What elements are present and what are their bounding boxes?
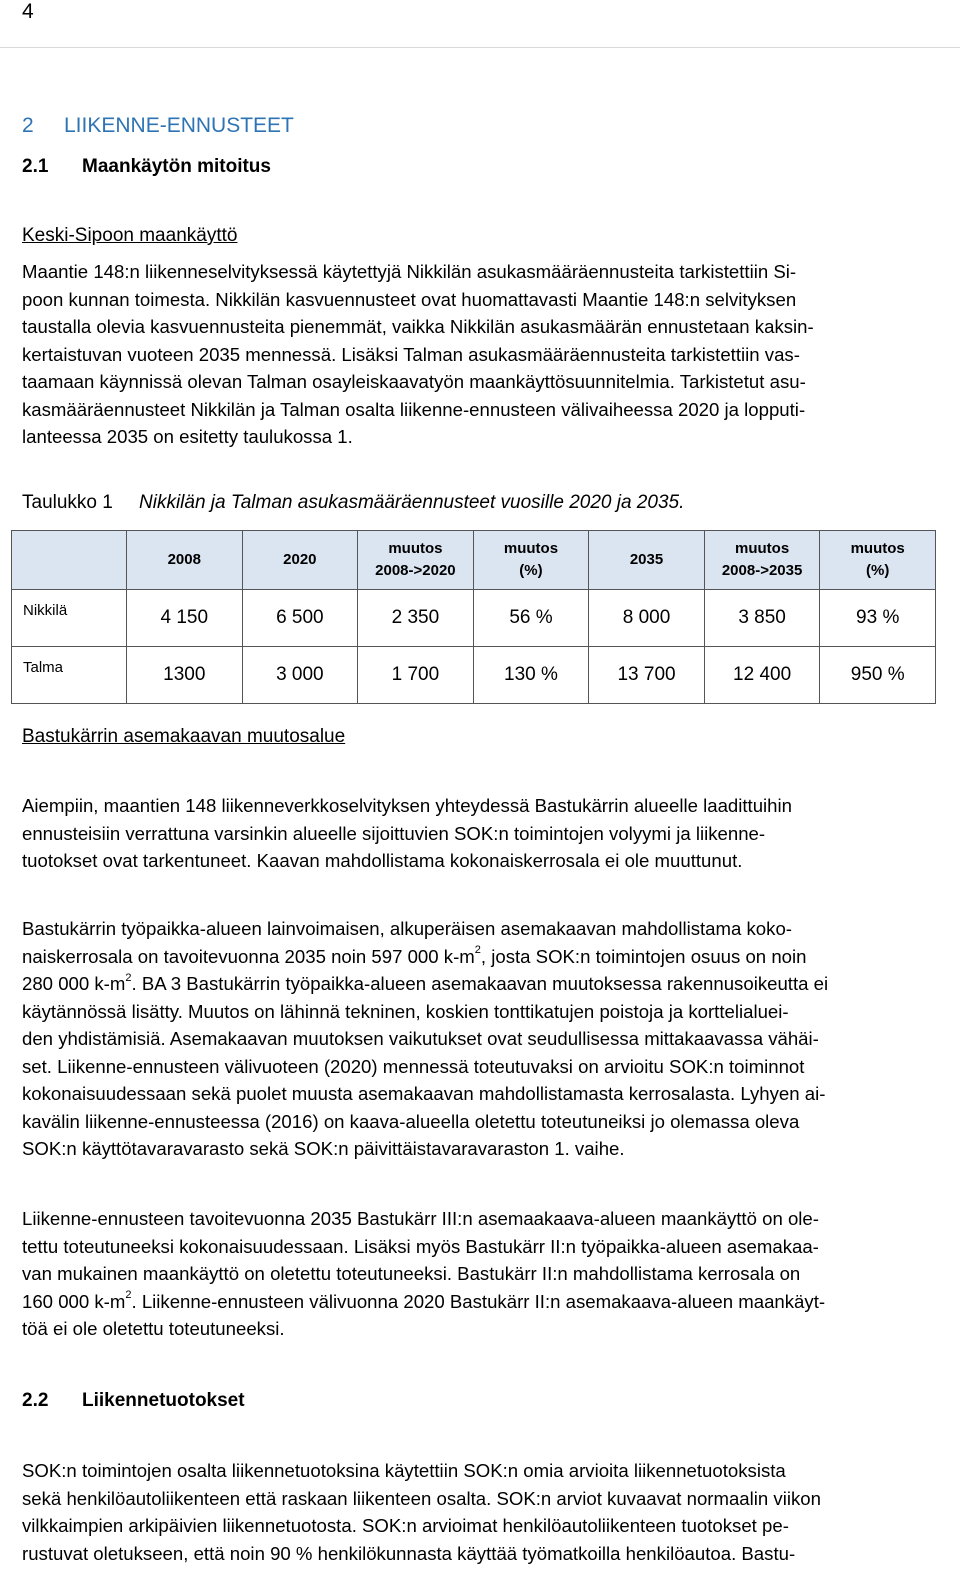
page-number: 4 [22, 0, 34, 23]
bastukarr-heading: Bastukärrin asemakaavan muutosalue [22, 726, 346, 747]
text-line: rustuvat oletukseen, että noin 90 % henkilökunnasta käyttää työmatkoilla henkilöautoa. Bastu- [22, 1542, 796, 1564]
subsection-heading-2-2 [22, 1390, 245, 1412]
text-line: set. Liikenne-ennusteen välivuoteen (2020) mennessä toteutuvaksi on arvioitu SOK:n toiminnot [22, 1055, 805, 1077]
bastukarr-paragraph-3 [22, 1205, 922, 1343]
text-line: lanteessa 2035 on esitetty taulukossa 1. [22, 426, 353, 447]
table-row [12, 647, 936, 704]
text-line: van mukainen maankäyttö on oletettu toteutuneeksi. Bastukärr II:n mahdollistama kerrosala on [22, 1263, 801, 1284]
text-line: töä ei ole oletettu toteutuneeksi. [22, 1318, 285, 1339]
table-cell: 2 350 [358, 590, 474, 647]
text-line: SOK:n toimintojen osalta liikennetuotoksina käytettiin SOK:n omia arvioita liikennetuotoksista [22, 1460, 786, 1481]
text-line: ennusteisiin verrattuna varsinkin alueelle sijoittuvien SOK:n toimintojen volyymi ja liikenne- [22, 822, 766, 844]
text-line: vilkkaimpien arkipäivien liikennetuotosta. SOK:n arvioimat henkilöautoliikenteen tuotokset pe- [22, 1515, 789, 1536]
text-line: tettu toteutuneeksi kokonaisuudessaan. Lisäksi myös Bastukärr II:n työpaikka-alueen asemakaa- [22, 1235, 819, 1257]
section-heading [22, 114, 294, 138]
text-line: poon kunnan toimesta. Nikkilän kasvuennusteet ovat huomattavasti Maantie 148:n selvityksen [22, 288, 797, 310]
table-cell: 6 500 [242, 590, 358, 647]
keski-sipoo-heading: Keski-Sipoon maankäyttö [22, 225, 238, 246]
subsection-number: 2.1 [22, 156, 49, 177]
column-header: muutos (%) [473, 531, 589, 590]
column-header: muutos 2008->2020 [358, 531, 474, 590]
header-divider [0, 47, 960, 48]
column-header: muutos 2008->2035 [704, 531, 820, 590]
text-line: taamaan käynnissä olevan Talman osayleiskaavatyön maankäyttösuunnitelmia. Tarkistetut asu- [22, 371, 806, 392]
row-header: Nikkilä [12, 590, 127, 647]
keski-sipoo-paragraph [22, 258, 922, 451]
table-cell: 56 % [473, 590, 589, 647]
subsection-heading-2-1 [22, 156, 271, 178]
text-line: SOK:n käyttötavaravarasto sekä SOK:n päivittäistavaravaraston 1. vaihe. [22, 1138, 625, 1159]
text-line: sekä henkilöautoliikenteen että raskaan liikenteen osalta. SOK:n arviot kuvaavat normaalin viikon [22, 1487, 821, 1509]
text-line: kokonaisuudessaan sekä puolet muusta asemakaavan mahdollistamasta kerrosalasta. Lyhyen ai- [22, 1083, 826, 1104]
text-line: tuotokset ovat tarkentuneet. Kaavan mahdollistama kokonaiskerrosala ei ole muuttunut. [22, 850, 743, 871]
table-cell: 4 150 [127, 590, 243, 647]
column-header: muutos (%) [820, 531, 936, 590]
bastukarr-paragraph-1 [22, 792, 922, 875]
subsection-title: Liikennetuotokset [82, 1390, 245, 1411]
liikennetuotokset-paragraph [22, 1457, 922, 1567]
table-header-row [12, 531, 936, 590]
subsection-number: 2.2 [22, 1390, 49, 1411]
text-line: 160 000 $k-m^2$. Liikenne-ennusteen välivuonna 2020 Bastukärr II:n asemakaava-alueen maankäyt- [22, 1289, 826, 1312]
text-line: käytännössä lisätty. Muutos on lähinnä tekninen, koskien tonttikatujen poistoja ja korttelialuei- [22, 1000, 789, 1022]
table-cell: 12 400 [704, 647, 820, 704]
section-title: LIIKENNE-ENNUSTEET [64, 114, 294, 137]
text-line: kertaistuvan vuoteen 2035 mennessä. Lisäksi Talman asukasmääräennusteita tarkistettiin vas- [22, 343, 800, 365]
text-line: naiskerrosala on tavoitevuonna 2035 noin 597 000 $k-m^2$, josta SOK:n toimintojen osuus on noin [22, 944, 807, 967]
text-line: Liikenne-ennusteen tavoitevuonna 2035 Bastukärr III:n asemaakaava-alueen maankäyttö on ole- [22, 1208, 819, 1229]
text-line: Maantie 148:n liikenneselvityksessä käytettyjä Nikkilän asukasmääräennusteita tarkistettiin Si- [22, 261, 797, 282]
table-cell: 1 700 [358, 647, 474, 704]
table-cell: 93 % [820, 590, 936, 647]
table-cell: 130 % [473, 647, 589, 704]
table-caption-label: Taulukko 1 [22, 492, 113, 513]
subsection-title: Maankäytön mitoitus [82, 156, 271, 177]
text-line: Aiempiin, maantien 148 liikenneverkkoselvityksen yhteydessä Bastukärrin alueelle laadittuihin [22, 795, 792, 816]
column-header: 2020 [242, 531, 358, 590]
text-line: Bastukärrin työpaikka-alueen lainvoimaisen, alkuperäisen asemakaavan mahdollistama koko- [22, 918, 792, 939]
table-cell: 1300 [127, 647, 243, 704]
population-forecast-table [11, 530, 936, 704]
column-header: 2035 [589, 531, 705, 590]
table-row [12, 590, 936, 647]
table-cell: 950 % [820, 647, 936, 704]
text-line: kasmääräennusteet Nikkilän ja Talman osalta liikenne-ennusteen välivaiheessa 2020 ja lopputi- [22, 398, 806, 420]
text-line: 280 000 $k-m^2$. BA 3 Bastukärrin työpaikka-alueen asemakaavan muutoksessa rakennusoikeutta ei [22, 971, 829, 994]
table-cell: 13 700 [589, 647, 705, 704]
table-cell: 3 000 [242, 647, 358, 704]
text-line: den yhdistämisiä. Asemakaavan muutoksen vaikutukset ovat seudullisessa mittakaavassa vähäi- [22, 1028, 819, 1049]
column-header: 2008 [127, 531, 243, 590]
text-line: kavälin liikenne-ennusteessa (2016) on kaava-alueella oletettu toteutuneiksi jo olemassa oleva [22, 1110, 800, 1132]
bastukarr-paragraph-2 [22, 915, 922, 1163]
section-number: 2 [22, 114, 34, 137]
table-cell: 8 000 [589, 590, 705, 647]
table-cell: 3 850 [704, 590, 820, 647]
row-header: Talma [12, 647, 127, 704]
table-caption-text: Nikkilän ja Talman asukasmääräennusteet vuosille 2020 ja 2035. [139, 492, 685, 513]
text-line: taustalla olevia kasvuennusteita pienemmät, vaikka Nikkilän asukasmäärän ennustetaan kaksin- [22, 316, 814, 337]
table-caption [22, 492, 684, 514]
table-corner-cell [12, 531, 127, 590]
